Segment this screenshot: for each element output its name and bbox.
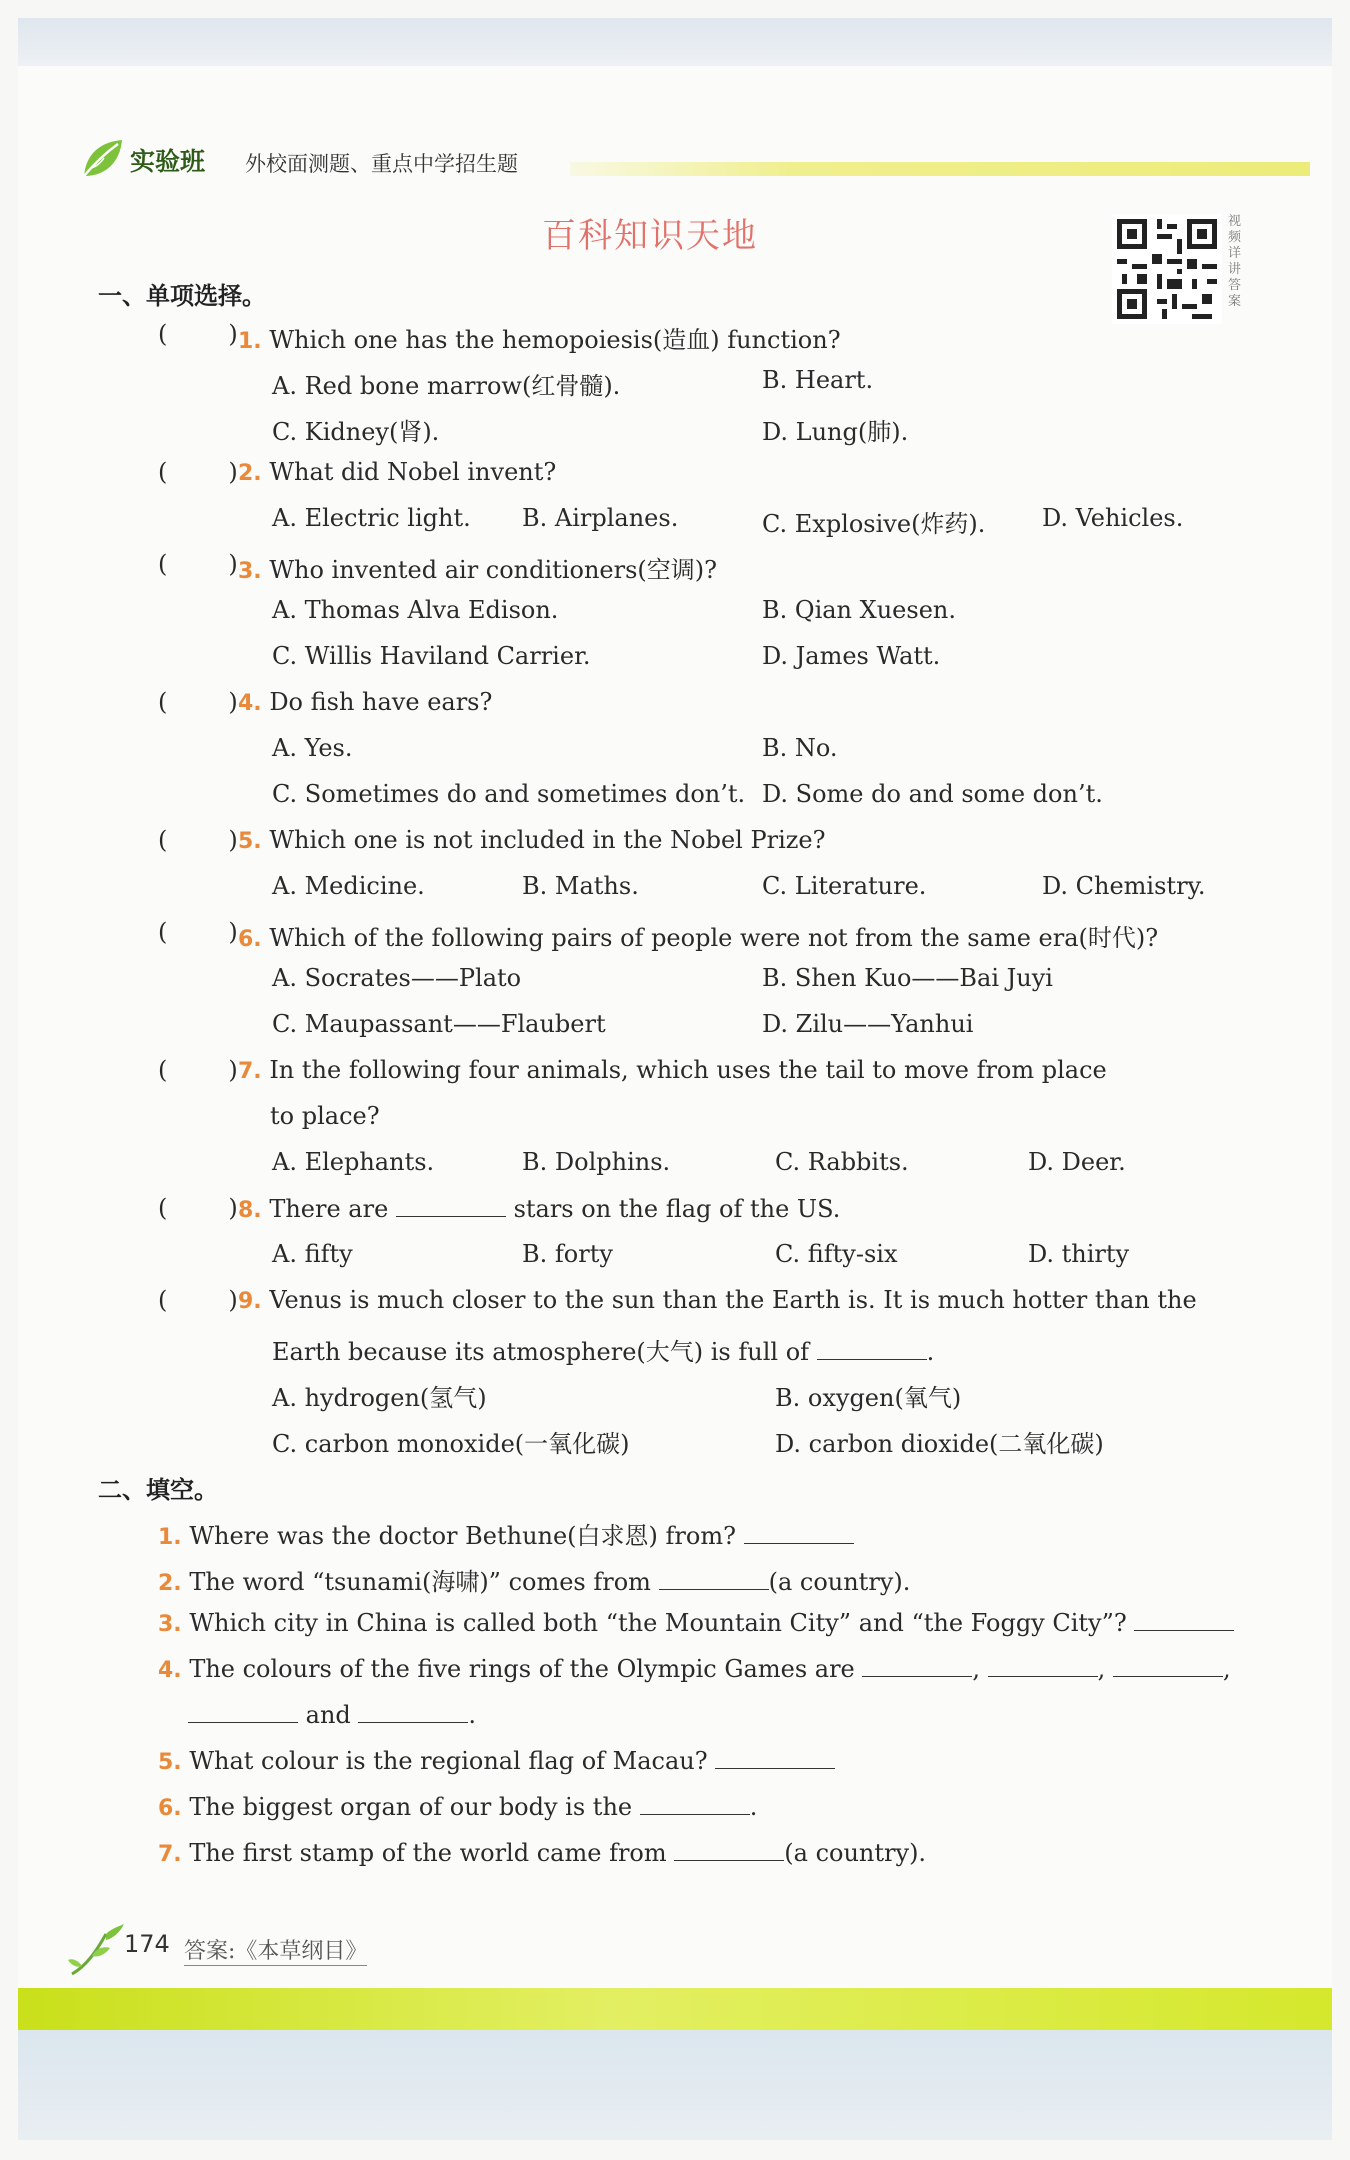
fill-blank[interactable] bbox=[659, 1567, 769, 1590]
question-text: Who invented air conditioners(空调)? bbox=[269, 556, 717, 584]
option-q4-d: D. Some do and some don’t. bbox=[762, 780, 1103, 808]
fill-blank[interactable] bbox=[640, 1792, 750, 1815]
answer-bracket-q8[interactable]: ( ) bbox=[158, 1194, 238, 1222]
fill-item-1 bbox=[158, 1516, 854, 1551]
option-q2-c: C. Explosive(炸药). bbox=[762, 510, 986, 538]
option-q7-d: D. Deer. bbox=[1028, 1148, 1126, 1176]
option-q6-c: C. Maupassant——Flaubert bbox=[272, 1010, 606, 1038]
question-q1 bbox=[238, 320, 841, 355]
option-q3-d: D. James Watt. bbox=[762, 642, 941, 670]
option-q1-c: C. Kidney(肾). bbox=[272, 418, 440, 446]
option-q8-d: D. thirty bbox=[1028, 1240, 1130, 1268]
item-text: (a country). bbox=[784, 1839, 927, 1867]
item-text: . bbox=[468, 1701, 477, 1729]
answer-bracket-q3[interactable]: ( ) bbox=[158, 550, 238, 578]
question-text: Do fish have ears? bbox=[269, 688, 493, 716]
option-q4-a: A. Yes. bbox=[272, 734, 353, 762]
answer-bracket-q1[interactable]: ( ) bbox=[158, 320, 238, 348]
option-q9-d: D. carbon dioxide(二氧化碳) bbox=[775, 1430, 1104, 1458]
item-number: 5. bbox=[158, 1750, 182, 1775]
qr-code-icon[interactable] bbox=[1112, 214, 1222, 324]
question-q5 bbox=[238, 826, 825, 854]
question-q9 bbox=[238, 1286, 1197, 1314]
answer-bracket-q2[interactable]: ( ) bbox=[158, 458, 238, 486]
option-q5-a: A. Medicine. bbox=[272, 872, 425, 900]
option-q6-b: B. Shen Kuo——Bai Juyi bbox=[762, 964, 1053, 992]
question-text: Which of the following pairs of people were not from the same era(时代)? bbox=[269, 924, 1159, 952]
item-text: Where was the doctor Bethune(白求恩) from? bbox=[189, 1522, 736, 1550]
question-number: 2. bbox=[238, 461, 262, 486]
question-q2 bbox=[238, 458, 556, 486]
bottom-margin bbox=[18, 2030, 1332, 2140]
option-q2-d: D. Vehicles. bbox=[1042, 504, 1184, 532]
option-q3-c: C. Willis Haviland Carrier. bbox=[272, 642, 591, 670]
question-q8 bbox=[238, 1194, 840, 1223]
option-q9-a: A. hydrogen(氢气) bbox=[272, 1384, 487, 1412]
item-number: 1. bbox=[158, 1525, 182, 1550]
header-stripe bbox=[570, 162, 1310, 176]
option-q5-c: C. Literature. bbox=[762, 872, 927, 900]
item-text: The colours of the five rings of the Olympic Games are bbox=[189, 1655, 855, 1683]
question-q7-continued: to place? bbox=[270, 1102, 380, 1130]
question-text: What did Nobel invent? bbox=[269, 458, 557, 486]
question-text: Venus is much closer to the sun than the Earth is. It is much hotter than the bbox=[269, 1286, 1197, 1314]
item-text: Which city in China is called both “the Mountain City” and “the Foggy City”? bbox=[189, 1609, 1127, 1637]
item-number: 6. bbox=[158, 1796, 182, 1821]
question-number: 9. bbox=[238, 1289, 262, 1314]
page-title: 百科知识天地 bbox=[542, 216, 758, 256]
option-q8-b: B. forty bbox=[522, 1240, 613, 1268]
option-q5-d: D. Chemistry. bbox=[1042, 872, 1206, 900]
fill-blank[interactable] bbox=[1113, 1654, 1223, 1677]
fill-blank[interactable] bbox=[862, 1654, 972, 1677]
fill-blank[interactable] bbox=[1134, 1608, 1234, 1631]
header-subtitle: 外校面测题、重点中学招生题 bbox=[245, 152, 518, 176]
question-number: 7. bbox=[238, 1059, 262, 1084]
option-q7-a: A. Elephants. bbox=[272, 1148, 435, 1176]
fill-item-4 bbox=[158, 1654, 1231, 1683]
option-q5-b: B. Maths. bbox=[522, 872, 639, 900]
fill-item-5 bbox=[158, 1746, 835, 1775]
fill-blank[interactable] bbox=[396, 1194, 506, 1217]
option-q1-a: A. Red bone marrow(红骨髓). bbox=[272, 372, 621, 400]
question-text: Earth because its atmosphere(大气) is full of bbox=[272, 1338, 810, 1366]
option-q7-c: C. Rabbits. bbox=[775, 1148, 909, 1176]
option-q2-a: A. Electric light. bbox=[272, 504, 471, 532]
question-number: 6. bbox=[238, 927, 262, 952]
page-number: 174 bbox=[124, 1930, 170, 1958]
item-number: 7. bbox=[158, 1842, 182, 1867]
leaf-logo-icon bbox=[80, 138, 124, 180]
section2-heading: 二、填空。 bbox=[98, 1476, 218, 1504]
item-text: The first stamp of the world came from bbox=[189, 1839, 667, 1867]
answer-bracket-q4[interactable]: ( ) bbox=[158, 688, 238, 716]
question-text: In the following four animals, which uses the tail to move from place bbox=[269, 1056, 1107, 1084]
item-separator: , bbox=[972, 1655, 981, 1683]
question-number: 1. bbox=[238, 329, 262, 354]
item-separator: , bbox=[1097, 1655, 1106, 1683]
fill-blank[interactable] bbox=[715, 1746, 835, 1769]
option-q2-b: B. Airplanes. bbox=[522, 504, 679, 532]
plant-decoration-icon bbox=[66, 1922, 126, 1978]
question-text: stars on the flag of the US. bbox=[513, 1195, 841, 1223]
question-text: There are bbox=[269, 1195, 389, 1223]
fill-blank[interactable] bbox=[744, 1521, 854, 1544]
answer-note: 答案:《本草纲目》 bbox=[184, 1934, 367, 1966]
answer-bracket-q6[interactable]: ( ) bbox=[158, 918, 238, 946]
option-q6-a: A. Socrates——Plato bbox=[272, 964, 522, 992]
option-q4-c: C. Sometimes do and sometimes don’t. bbox=[272, 780, 746, 808]
option-q1-b: B. Heart. bbox=[762, 366, 874, 394]
answer-bracket-q9[interactable]: ( ) bbox=[158, 1286, 238, 1314]
item-text: The word “tsunami(海啸)” comes from bbox=[189, 1568, 651, 1596]
question-q7 bbox=[238, 1056, 1107, 1084]
question-q9-continued bbox=[272, 1332, 934, 1367]
question-text: . bbox=[926, 1338, 935, 1366]
fill-item-4-continued bbox=[188, 1700, 476, 1729]
question-text: Which one is not included in the Nobel Prize? bbox=[269, 826, 826, 854]
item-number: 3. bbox=[158, 1612, 182, 1637]
question-q4 bbox=[238, 688, 492, 716]
option-q3-b: B. Qian Xuesen. bbox=[762, 596, 956, 624]
fill-blank[interactable] bbox=[988, 1654, 1098, 1677]
item-text: The biggest organ of our body is the bbox=[189, 1793, 633, 1821]
page-header bbox=[80, 136, 1310, 186]
question-number: 4. bbox=[238, 691, 262, 716]
item-text: and bbox=[305, 1701, 351, 1729]
answer-bracket-q7[interactable]: ( ) bbox=[158, 1056, 238, 1084]
fill-blank[interactable] bbox=[358, 1700, 468, 1723]
item-text: What colour is the regional flag of Macau? bbox=[189, 1747, 708, 1775]
bottom-color-band bbox=[18, 1988, 1332, 2030]
question-q6 bbox=[238, 918, 1158, 953]
item-text: (a country). bbox=[768, 1568, 911, 1596]
fill-blank[interactable] bbox=[188, 1700, 298, 1723]
option-q9-c: C. carbon monoxide(一氧化碳) bbox=[272, 1430, 630, 1458]
qr-caption: 视频详讲答案 bbox=[1228, 214, 1242, 309]
fill-item-7 bbox=[158, 1838, 926, 1867]
fill-blank[interactable] bbox=[817, 1337, 927, 1360]
section1-heading: 一、单项选择。 bbox=[98, 282, 266, 310]
item-number: 2. bbox=[158, 1571, 182, 1596]
item-text: . bbox=[749, 1793, 758, 1821]
item-number: 4. bbox=[158, 1658, 182, 1683]
question-number: 8. bbox=[238, 1198, 262, 1223]
question-number: 3. bbox=[238, 559, 262, 584]
option-q3-a: A. Thomas Alva Edison. bbox=[272, 596, 559, 624]
option-q1-d: D. Lung(肺). bbox=[762, 418, 909, 446]
question-number: 5. bbox=[238, 829, 262, 854]
fill-blank[interactable] bbox=[674, 1838, 784, 1861]
option-q6-d: D. Zilu——Yanhui bbox=[762, 1010, 974, 1038]
fill-item-3 bbox=[158, 1608, 1234, 1637]
answer-bracket-q5[interactable]: ( ) bbox=[158, 826, 238, 854]
fill-item-6 bbox=[158, 1792, 757, 1821]
question-text: Which one has the hemopoiesis(造血) function? bbox=[269, 326, 841, 354]
fill-item-2 bbox=[158, 1562, 910, 1597]
option-q7-b: B. Dolphins. bbox=[522, 1148, 671, 1176]
option-q4-b: B. No. bbox=[762, 734, 838, 762]
brand-label: 实验班 bbox=[130, 147, 206, 176]
page-top-band bbox=[18, 18, 1332, 68]
question-q3 bbox=[238, 550, 717, 585]
item-separator: , bbox=[1222, 1655, 1231, 1683]
option-q8-c: C. fifty-six bbox=[775, 1240, 898, 1268]
option-q9-b: B. oxygen(氧气) bbox=[775, 1384, 962, 1412]
option-q8-a: A. fifty bbox=[272, 1240, 353, 1268]
